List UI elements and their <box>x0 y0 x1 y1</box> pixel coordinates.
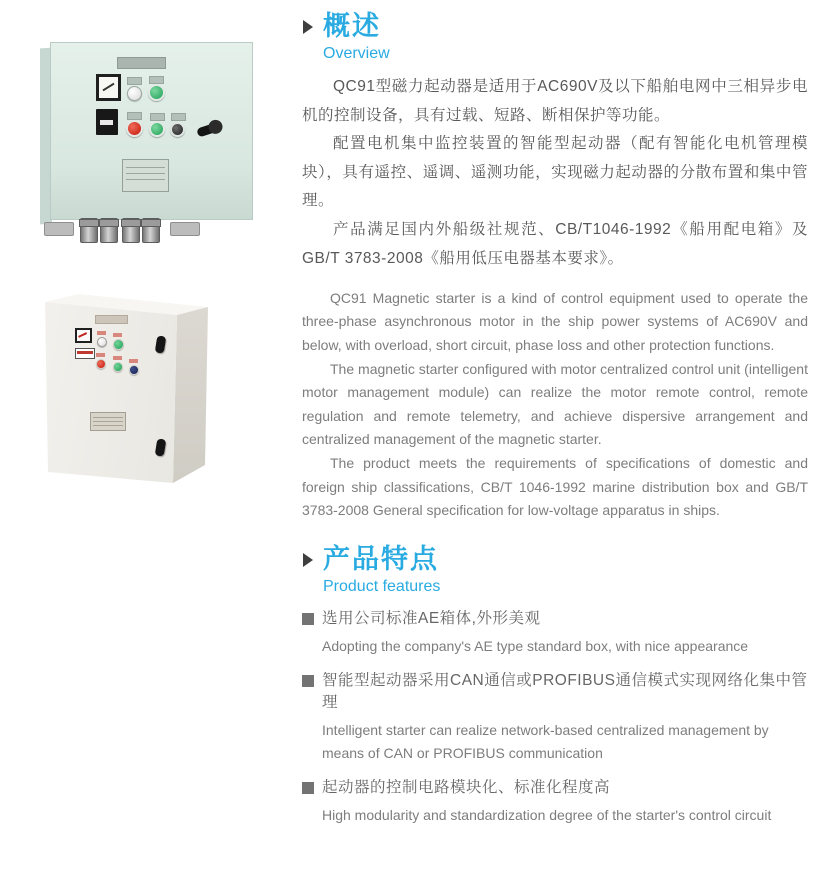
square-bullet-icon <box>302 613 314 625</box>
white-indicator-button <box>97 337 107 347</box>
button-label-plate <box>113 356 122 360</box>
cable-gland-icon <box>100 218 118 243</box>
mounting-foot-icon <box>44 222 74 236</box>
feature-text-en: Adopting the company's AE type standard box, with nice appearance <box>322 638 749 655</box>
overview-paragraph-zh: 产品满足国内外船级社规范、CB/T1046-1992《船用配电箱》及GB/T 3783-2008《船用低压电器基本要求》。 <box>302 220 808 267</box>
feature-text-zh <box>302 608 808 630</box>
product-photo-angled-view <box>42 276 262 491</box>
button-label-plate <box>96 353 105 357</box>
feature-text-en: Intelligent starter can realize network-based centralized management by means of CAN or PROFIBUS communication <box>322 721 769 762</box>
features-title-zh: 产品特点 <box>323 544 439 575</box>
feature-text-zh <box>302 777 808 799</box>
overview-english-block <box>302 287 808 522</box>
button-label-plate <box>127 77 142 85</box>
green-start-button <box>148 84 165 101</box>
ammeter-icon <box>75 328 92 343</box>
button-label-plate <box>113 333 122 337</box>
red-warning-label <box>75 348 95 359</box>
feature-item <box>302 608 808 659</box>
button-label-plate <box>171 113 186 121</box>
green-start-button <box>149 121 165 137</box>
white-indicator-button <box>127 86 142 101</box>
cabinet-nameplate-strip <box>117 57 166 69</box>
feature-zh-label: 智能型起动器采用CAN通信或PROFIBUS通信模式实现网络化集中管理 <box>322 671 808 711</box>
features-title-en: Product features <box>323 578 441 596</box>
cabinet-nameplate-strip <box>95 315 128 324</box>
rating-label-plate <box>90 412 126 431</box>
overview-paragraph-zh: QC91型磁力起动器是适用于AC690V及以下船舶电网中三相异步电机的控制设备，具有过载、短路、断相保护等功能。 <box>302 78 808 124</box>
triangle-marker-icon <box>303 20 313 34</box>
overview-title-en: Overview <box>323 45 390 62</box>
feature-text-zh <box>302 670 808 714</box>
button-label-plate <box>149 76 164 84</box>
square-bullet-icon <box>302 675 314 687</box>
text-column <box>302 10 808 827</box>
product-photo-front-view <box>38 40 256 252</box>
circuit-breaker-icon <box>96 109 118 135</box>
button-label-plate <box>97 331 106 335</box>
button-label-plate <box>127 112 142 120</box>
button-label-plate <box>129 359 138 363</box>
cable-gland-icon <box>122 218 140 243</box>
red-stop-button <box>96 359 106 369</box>
overview-paragraph-en: The magnetic starter configured with motor centralized control unit (intelligent motor management module) can realize the motor remote control, remote regulation and remote telemetry, and achieve dispersive arrangement and centralized management of the magnetic starter. <box>302 361 808 447</box>
button-label-plate <box>150 113 165 121</box>
rotary-switch-handle-icon <box>196 122 222 138</box>
cable-gland-icon <box>80 218 98 243</box>
ammeter-icon <box>96 74 121 101</box>
feature-zh-label: 选用公司标准AE箱体,外形美观 <box>322 610 541 628</box>
overview-title-zh: 概述 <box>323 11 381 41</box>
navy-selector-button <box>129 365 139 375</box>
feature-item <box>302 777 808 828</box>
square-bullet-icon <box>302 782 314 794</box>
overview-paragraph-en: The product meets the requirements of specifications of domestic and foreign ship classifications, CB/T 1046-1992 marine distribution box and GB/T 3783-2008 General specification for low-voltage apparatus in ships. <box>302 455 808 518</box>
overview-section-header <box>302 10 808 73</box>
cabinet-front-panel <box>50 42 253 220</box>
triangle-marker-icon <box>303 553 313 567</box>
green-start-button <box>113 362 123 372</box>
feature-text-en: High modularity and standardization degree of the starter's control circuit <box>322 806 772 823</box>
mounting-foot-icon <box>170 222 200 236</box>
cable-gland-icon <box>142 218 160 243</box>
rating-label-plate <box>122 159 169 192</box>
overview-paragraph-zh: 配置电机集中监控装置的智能型起动器（配有智能化电机管理模块），具有遥控、遥调、遥测功能，实现磁力起动器的分散布置和集中管理。 <box>302 135 808 210</box>
overview-paragraph-en: QC91 Magnetic starter is a kind of control equipment used to operate the three-phase asynchronous motor in the ship power systems of AC690V and below, with overload, short circuit, phase loss and other protection functions. <box>302 290 808 353</box>
feature-zh-label: 起动器的控制电路模块化、标准化程度高 <box>322 778 611 796</box>
black-selector-button <box>170 122 185 137</box>
feature-item <box>302 670 808 766</box>
red-stop-button <box>126 120 143 137</box>
green-start-button <box>113 339 124 350</box>
features-section-header <box>302 543 808 606</box>
